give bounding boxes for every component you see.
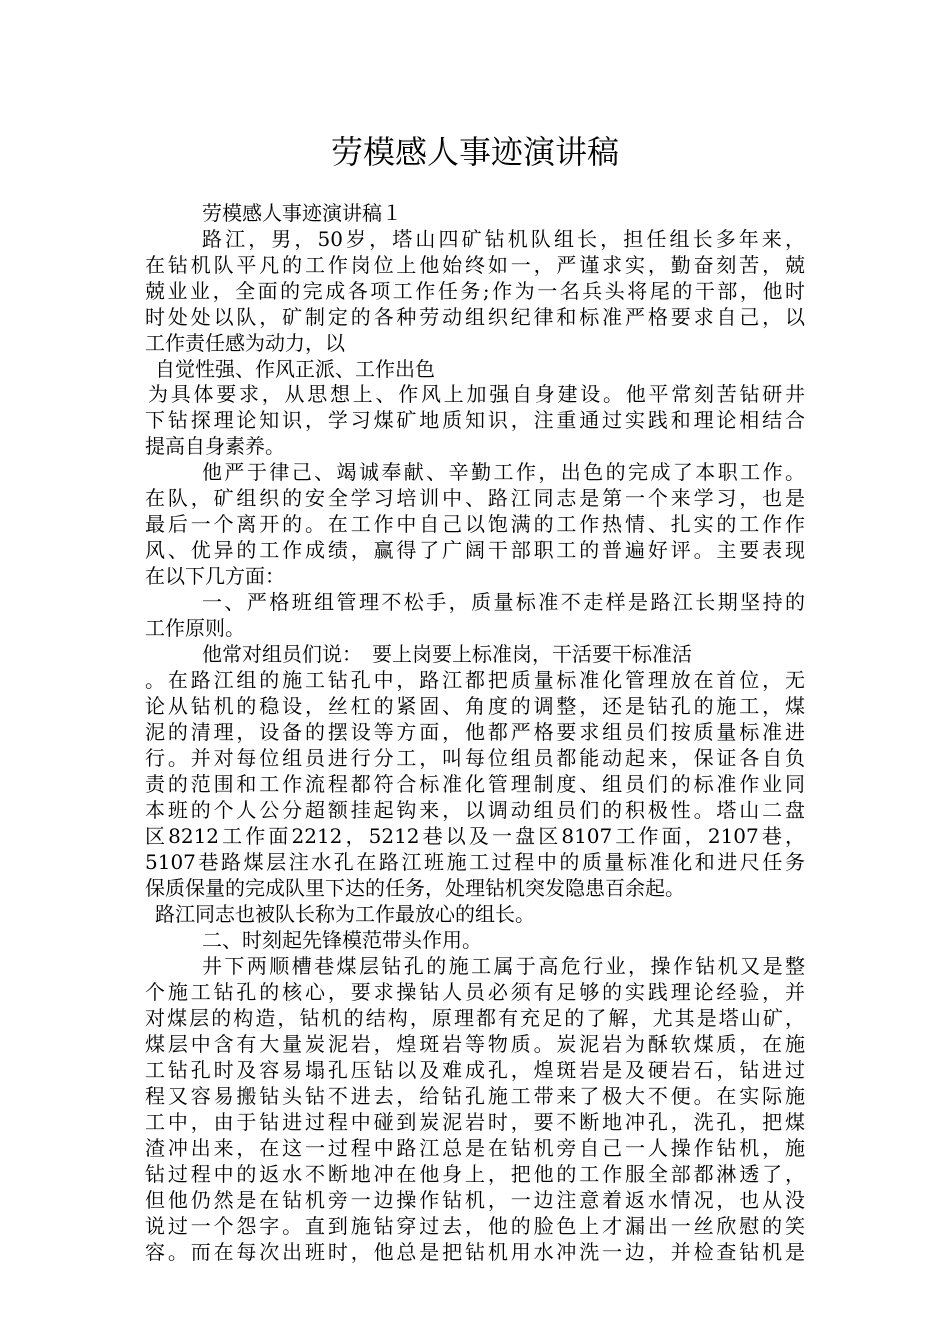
body-line: 渣冲出来，在这一过程中路江总是在钻机旁自己一人操作钻机，施 <box>145 1136 805 1160</box>
body-line: 一、严格班组管理不松手，质量标准不走样是路江长期坚持的 <box>202 590 805 614</box>
body-line: 提高自身素养。 <box>145 434 285 458</box>
body-line: 工作责任感为动力，以 <box>145 331 345 355</box>
body-line: 工钻孔时及容易塌孔压钻以及难成孔，煌斑岩是及硬岩石，钻进过 <box>145 1058 805 1082</box>
body-line: 自觉性强、作风正派、工作出色 <box>155 357 435 381</box>
body-line: 行。并对每位组员进行分工，叫每位组员都能动起来，保证各自负 <box>145 746 805 770</box>
body-line: 责的范围和工作流程都符合标准化管理制度、组员们的标准作业同 <box>145 772 805 796</box>
body-line: 兢业业，全面的完成各项工作任务;作为一名兵头将尾的干部，他时 <box>145 279 805 303</box>
body-line: 风、优异的工作成绩，赢得了广阔干部职工的普遍好评。主要表现 <box>145 538 805 562</box>
body-line: 在队，矿组织的安全学习培训中、路江同志是第一个来学习，也是 <box>145 486 805 510</box>
body-line: 保质保量的完成队里下达的任务，处理钻机突发隐患百余起。 <box>145 876 685 900</box>
body-line: 二、时刻起先锋模范带头作用。 <box>202 928 482 952</box>
body-line: 为具体要求，从思想上、作风上加强自身建设。他平常刻苦钻研井 <box>148 382 805 406</box>
document-title: 劳模感人事迹演讲稿 <box>330 133 619 171</box>
body-line: 他常对组员们说： 要上岗要上标准岗，干活要干标准活 <box>202 642 692 666</box>
body-line: 5107巷路煤层注水孔在路江班施工过程中的质量标准化和进尺任务 <box>145 850 805 874</box>
body-line: 煤层中含有大量炭泥岩，煌斑岩等物质。炭泥岩为酥软煤质，在施 <box>145 1032 805 1056</box>
body-line: 。在路江组的施工钻孔中，路江都把质量标准化管理放在首位，无 <box>145 668 805 692</box>
body-line: 在钻机队平凡的工作岗位上他始终如一，严谨求实，勤奋刻苦，兢 <box>145 253 805 277</box>
body-line: 最后一个离开的。在工作中自己以饱满的工作热情、扎实的工作作 <box>145 512 805 536</box>
body-line: 个施工钻孔的核心，要求操钻人员必须有足够的实践理论经验，并 <box>145 980 805 1004</box>
body-line: 程又容易搬钻头钻不进去，给钻孔施工带来了极大不便。在实际施 <box>145 1084 805 1108</box>
body-line: 路江同志也被队长称为工作最放心的组长。 <box>155 902 535 926</box>
body-line: 时处处以队，矿制定的各种劳动组织纪律和标准严格要求自己，以 <box>145 305 805 329</box>
body-line: 他严于律己、竭诚奉献、辛勤工作，出色的完成了本职工作。 <box>202 460 805 484</box>
body-line: 工作原则。 <box>145 616 245 640</box>
body-line: 井下两顺槽巷煤层钻孔的施工属于高危行业，操作钻机又是整 <box>202 954 805 978</box>
body-line: 下钻探理论知识，学习煤矿地质知识，注重通过实践和理论相结合 <box>145 408 805 432</box>
body-line: 区8212工作面2212，5212巷以及一盘区8107工作面，2107巷， <box>145 824 805 848</box>
body-line: 对煤层的构造，钻机的结构，原理都有充足的了解，尤其是塔山矿， <box>145 1006 805 1030</box>
body-line: 钻过程中的返水不断地冲在他身上，把他的工作服全部都淋透了， <box>145 1162 805 1186</box>
body-line: 说过一个怨字。直到施钻穿过去，他的脸色上才漏出一丝欣慰的笑 <box>145 1214 805 1238</box>
body-line: 在以下几方面： <box>145 564 285 588</box>
body-line: 论从钻机的稳设，丝杠的紧固、角度的调整，还是钻孔的施工，煤 <box>145 694 805 718</box>
body-line: 但他仍然是在钻机旁一边操作钻机，一边注意着返水情况，也从没 <box>145 1188 805 1212</box>
body-line: 容。而在每次出班时，他总是把钻机用水冲洗一边，并检查钻机是 <box>145 1240 805 1264</box>
body-line: 泥的清理，设备的摆设等方面，他都严格要求组员们按质量标准进 <box>145 720 805 744</box>
body-line: 工中，由于钻进过程中碰到炭泥岩时，要不断地冲孔，洗孔，把煤 <box>145 1110 805 1134</box>
body-line: 路江，男，50岁，塔山四矿钻机队组长，担任组长多年来， <box>202 227 805 251</box>
document-subtitle: 劳模感人事迹演讲稿１ <box>202 201 402 225</box>
body-line: 本班的个人公分超额挂起钩来，以调动组员们的积极性。塔山二盘 <box>145 798 805 822</box>
